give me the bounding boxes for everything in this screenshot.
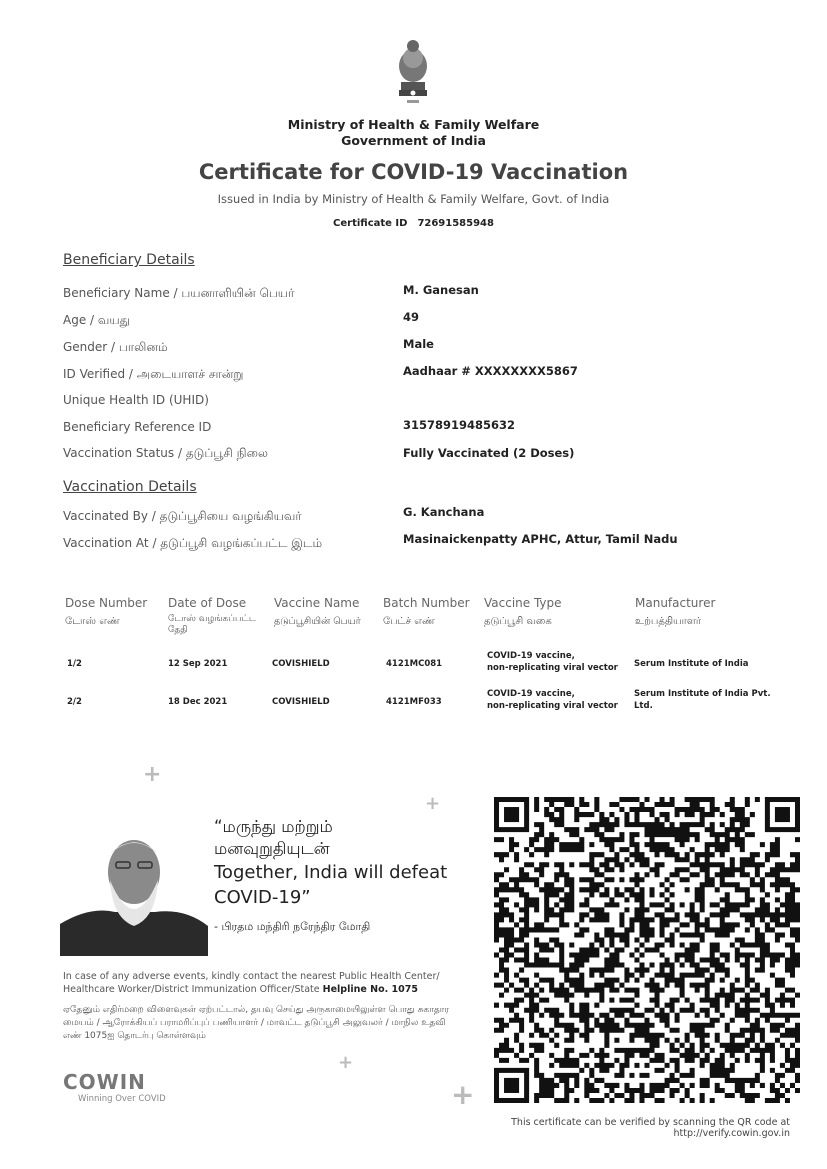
- th-ta-vaccine-type: தடுப்பூசி வகை: [484, 616, 552, 627]
- vaccinated-by-label: Vaccinated By / தடுப்பூசியை வழங்கியவர்: [63, 509, 302, 523]
- adverse-events-info-tamil: ஏதேனும் எதிர்மறை விளைவுகள் ஏற்பட்டால், தயவு செய்து அருகாமையிலுள்ள பொது சுகாதார மையம் / ஆரோக்கியப் பராமரிப்புப் பணியாளர் / மாவட்ட தடுப்பூசி அலுவலர் / மாநில உதவி எண் 1075ஐ தொடர்பு கொள்ளவும்: [63, 1005, 450, 1041]
- th-manufacturer: Manufacturer: [635, 596, 716, 610]
- plus-icon: +: [451, 1078, 475, 1111]
- vaccine-type-line1: COVID-19 vaccine,: [487, 689, 575, 699]
- helpline-number: Helpline No. 1075: [322, 984, 418, 995]
- national-emblem-icon: [385, 36, 441, 110]
- age-value: 49: [403, 310, 420, 324]
- cowin-logo: COWIN: [63, 1070, 146, 1094]
- qr-finder-center: [504, 807, 519, 822]
- id-verified-value: Aadhaar # XXXXXXXX5867: [403, 364, 578, 378]
- adverse-events-text: In case of any adverse events, kindly contact the nearest Public Health Center/ Healthcare Worker/District Immunization Officer/State: [63, 971, 440, 995]
- quote-line3: Together, India will defeat: [214, 862, 448, 883]
- quote-author: - பிரதம மந்திரி நரேந்திர மோதி: [214, 920, 371, 933]
- dose-vaccine-name: COVISHIELD: [272, 697, 330, 707]
- dose-number: 2/2: [67, 697, 82, 707]
- vaccination-section-title: Vaccination Details: [63, 479, 197, 495]
- th-ta-date-of-dose: டோஸ் வழங்கப்பட்ட தேதி: [168, 614, 257, 635]
- th-vaccine-type: Vaccine Type: [484, 596, 562, 610]
- th-vaccine-name: Vaccine Name: [274, 596, 360, 610]
- dose-manufacturer: [634, 688, 771, 712]
- ministry-heading: [0, 117, 827, 149]
- dose-manufacturer: [634, 658, 749, 670]
- dose-vaccine-name: COVISHIELD: [272, 659, 330, 669]
- gender-label: Gender / பாலினம்: [63, 340, 168, 354]
- qr-code: [494, 797, 800, 1103]
- dose-number: 1/2: [67, 659, 82, 669]
- id-verified-label: ID Verified / அடையாளச் சான்று: [63, 367, 244, 381]
- vaccine-type-line2: non-replicating viral vector: [487, 701, 618, 711]
- plus-icon: +: [425, 793, 441, 814]
- vaccine-type-line1: COVID-19 vaccine,: [487, 651, 575, 661]
- th-dose-number: Dose Number: [65, 596, 148, 610]
- certificate-id-value: 72691585948: [417, 218, 494, 229]
- age-label: Age / வயது: [63, 313, 131, 327]
- gender-value: Male: [403, 337, 434, 351]
- certificate-id-label: Certificate ID: [333, 218, 408, 229]
- certificate-subtitle: Issued in India by Ministry of Health & Family Welfare, Govt. of India: [217, 192, 610, 206]
- pm-quote: [214, 816, 474, 910]
- vaccination-at-value: Masinaickenpatty APHC, Attur, Tamil Nadu: [403, 532, 678, 546]
- uhid-label: Unique Health ID (UHID): [63, 393, 209, 407]
- portrait-image: [60, 828, 208, 956]
- dose-vaccine-type: [487, 650, 618, 674]
- verify-note: [470, 1117, 790, 1139]
- quote-line1: “மருந்து மற்றும்: [214, 817, 333, 836]
- quote-line4: COVID-19”: [214, 887, 311, 908]
- adverse-events-info: [63, 970, 463, 996]
- beneficiary-section-title: Beneficiary Details: [63, 252, 195, 268]
- vaccination-status-label: Vaccination Status / தடுப்பூசி நிலை: [63, 446, 268, 460]
- manufacturer-line2: Ltd.: [634, 701, 653, 711]
- vaccination-at-label: Vaccination At / தடுப்பூசி வழங்கப்பட்ட இடம்: [63, 536, 323, 550]
- plus-icon: +: [143, 762, 162, 787]
- manufacturer-line1: Serum Institute of India: [634, 659, 749, 669]
- vaccine-type-line2: non-replicating viral vector: [487, 663, 618, 673]
- vaccinated-by-value: G. Kanchana: [403, 505, 485, 519]
- dose-date: 18 Dec 2021: [168, 697, 228, 707]
- qr-finder-center: [504, 1078, 519, 1093]
- reference-id-label: Beneficiary Reference ID: [63, 420, 212, 434]
- dose-batch: 4121MF033: [386, 697, 442, 707]
- th-ta-batch-number: பேட்ச் எண்: [383, 616, 435, 627]
- dose-date: 12 Sep 2021: [168, 659, 228, 669]
- verify-line1: This certificate can be verified by scanning the QR code at: [511, 1117, 790, 1128]
- cowin-tagline: Winning Over COVID: [78, 1094, 166, 1104]
- certificate-title: Certificate for COVID-19 Vaccination: [198, 160, 629, 184]
- reference-id-value: 31578919485632: [403, 418, 516, 432]
- ministry-line2: Government of India: [341, 133, 486, 148]
- dose-vaccine-type: [487, 688, 618, 712]
- manufacturer-line1: Serum Institute of India Pvt.: [634, 689, 771, 699]
- th-ta-dose-number: டோஸ் எண்: [65, 616, 120, 627]
- ministry-line1: Ministry of Health & Family Welfare: [287, 117, 540, 132]
- th-batch-number: Batch Number: [383, 596, 470, 610]
- qr-finder-center: [775, 807, 790, 822]
- beneficiary-name-label: Beneficiary Name / பயனாளியின் பெயர்: [63, 286, 295, 300]
- quote-line2: மனவுறுதியுடன்: [214, 839, 330, 858]
- certificate-id: [0, 218, 827, 229]
- beneficiary-name-value: M. Ganesan: [403, 283, 479, 297]
- verify-url: http://verify.cowin.gov.in: [673, 1128, 790, 1139]
- vaccination-status-value: Fully Vaccinated (2 Doses): [403, 446, 575, 460]
- th-date-of-dose: Date of Dose: [168, 596, 247, 610]
- th-ta-manufacturer: உற்பத்தியாளர்: [635, 616, 702, 627]
- plus-icon: +: [338, 1052, 354, 1073]
- dose-batch: 4121MC081: [386, 659, 443, 669]
- th-ta-vaccine-name: தடுப்பூசியின் பெயர்: [274, 616, 361, 627]
